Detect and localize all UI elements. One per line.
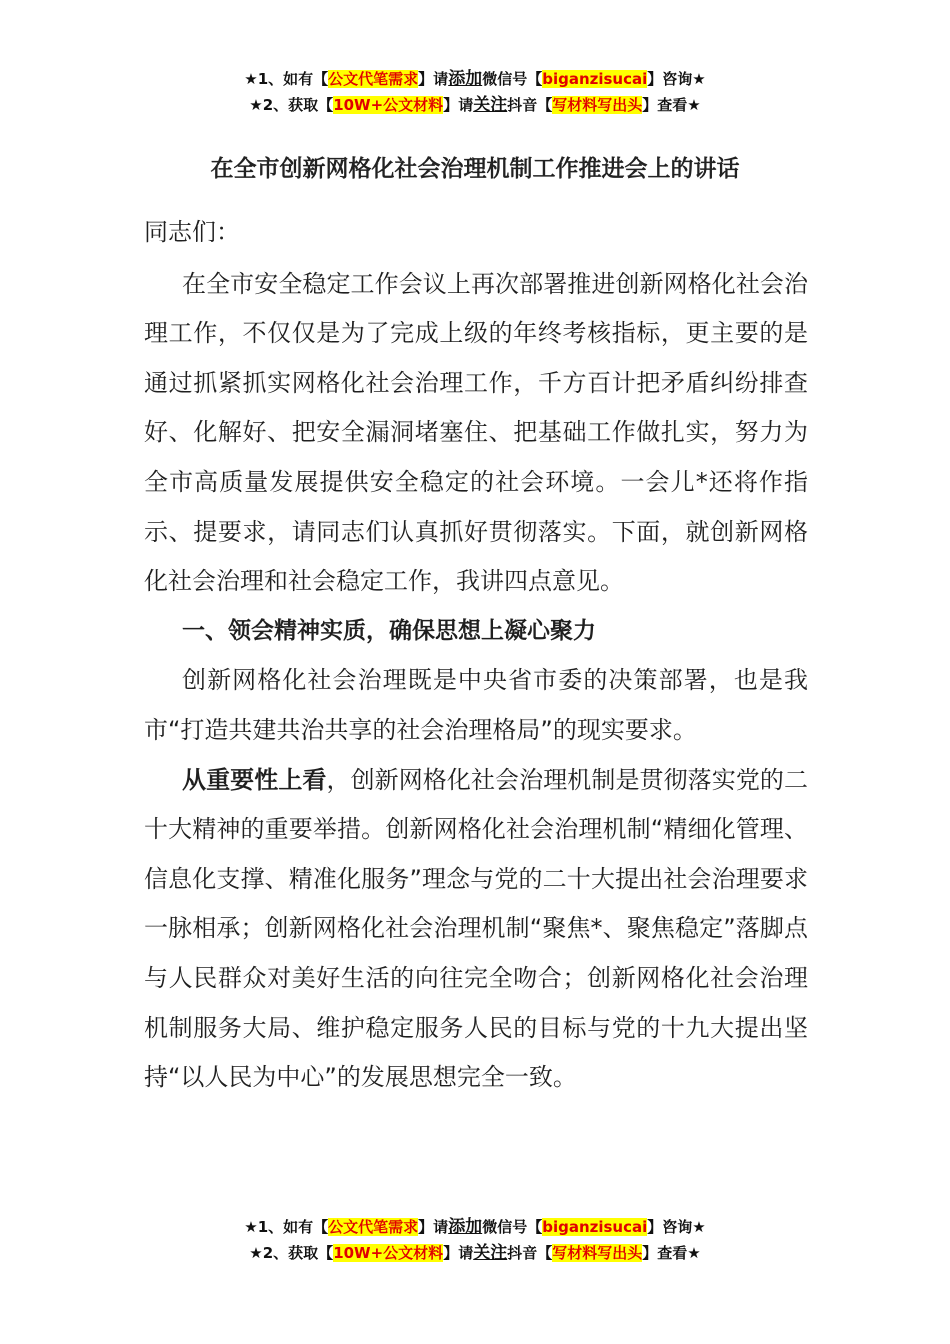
banner-text: 】请 bbox=[418, 1218, 449, 1236]
banner-highlight: 10W+公文材料 bbox=[333, 96, 444, 114]
banner-text: 】请 bbox=[418, 70, 449, 88]
banner-text: ★1、如有【 bbox=[244, 70, 329, 88]
paragraph-2: 创新网格化社会治理既是中央省市委的决策部署，也是我市“打造共建共治共享的社会治理格局”的现实要求。 bbox=[144, 666, 808, 744]
paragraph-intro: 在全市安全稳定工作会议上再次部署推进创新网格化社会治理工作，不仅仅是为了完成上级的年终考核指标，更主要的是通过抓紧抓实网格化社会治理工作，千方百计把矛盾纠纷排查好、化解好、把安全漏洞堵塞住、把基础工作做扎实，努力为全市高质量发展提供安全稳定的社会环境。一会儿*还将作指示、提要求，请同志们认真抓好贯彻落实。下面，就创新网格化社会治理和社会稳定工作，我讲四点意见。 bbox=[144, 269, 808, 596]
banner-line-1 bbox=[0, 66, 950, 92]
banner-emphasis: 关注 bbox=[473, 95, 508, 115]
banner-text: ★1、如有【 bbox=[244, 1218, 329, 1236]
footer-banner bbox=[0, 1214, 950, 1266]
banner-highlight: 公文代笔需求 bbox=[328, 70, 419, 88]
paragraph-text: ，创新网格化社会治理机制是贯彻落实党的二十大精神的重要举措。创新网格化社会治理机制“精细化管理、信息化支撑、精准化服务”理念与党的二十大提出社会治理要求一脉相承；创新网格化社会治理机制“聚焦*、聚焦稳定”落脚点与人民群众对美好生活的向往完全吻合；创新网格化社会治理机制服务大局、维护稳定服务人民的目标与党的十九大提出坚持“以人民为中心”的发展思想完全一致。 bbox=[144, 765, 809, 1092]
banner-emphasis: 添加 bbox=[448, 69, 483, 89]
banner-douyin-id: 写材料写出头 bbox=[552, 1244, 643, 1262]
header-banner bbox=[0, 66, 950, 118]
banner-text: 微信号【 bbox=[482, 70, 543, 88]
banner-text: 】咨询★ bbox=[647, 70, 706, 88]
banner-text: ★2、获取【 bbox=[249, 96, 334, 114]
banner-text: 抖音【 bbox=[507, 1244, 553, 1262]
banner-wechat-id: biganzisucai bbox=[542, 1218, 648, 1236]
section-heading-1: 一、领会精神实质，确保思想上凝心聚力 bbox=[182, 617, 596, 644]
paragraph-lead: 从重要性上看 bbox=[182, 765, 327, 794]
document-body bbox=[144, 208, 808, 1103]
banner-text: 】查看★ bbox=[642, 96, 701, 114]
banner-wechat-id: biganzisucai bbox=[542, 70, 648, 88]
banner-line-1 bbox=[0, 1214, 950, 1240]
banner-text: 微信号【 bbox=[482, 1218, 543, 1236]
banner-line-2 bbox=[0, 92, 950, 118]
banner-text: 】查看★ bbox=[642, 1244, 701, 1262]
banner-emphasis: 关注 bbox=[473, 1243, 508, 1263]
banner-text: 抖音【 bbox=[507, 96, 553, 114]
banner-text: 】请 bbox=[443, 96, 474, 114]
banner-text: 】请 bbox=[443, 1244, 474, 1262]
banner-emphasis: 添加 bbox=[448, 1217, 483, 1237]
banner-line-2 bbox=[0, 1240, 950, 1266]
banner-text: 】咨询★ bbox=[647, 1218, 706, 1236]
document-title: 在全市创新网格化社会治理机制工作推进会上的讲话 bbox=[210, 156, 740, 182]
banner-highlight: 10W+公文材料 bbox=[333, 1244, 444, 1262]
paragraph-3 bbox=[144, 756, 808, 1103]
banner-text: ★2、获取【 bbox=[249, 1244, 334, 1262]
banner-highlight: 公文代笔需求 bbox=[328, 1218, 419, 1236]
banner-douyin-id: 写材料写出头 bbox=[552, 96, 643, 114]
salutation: 同志们： bbox=[144, 218, 240, 246]
